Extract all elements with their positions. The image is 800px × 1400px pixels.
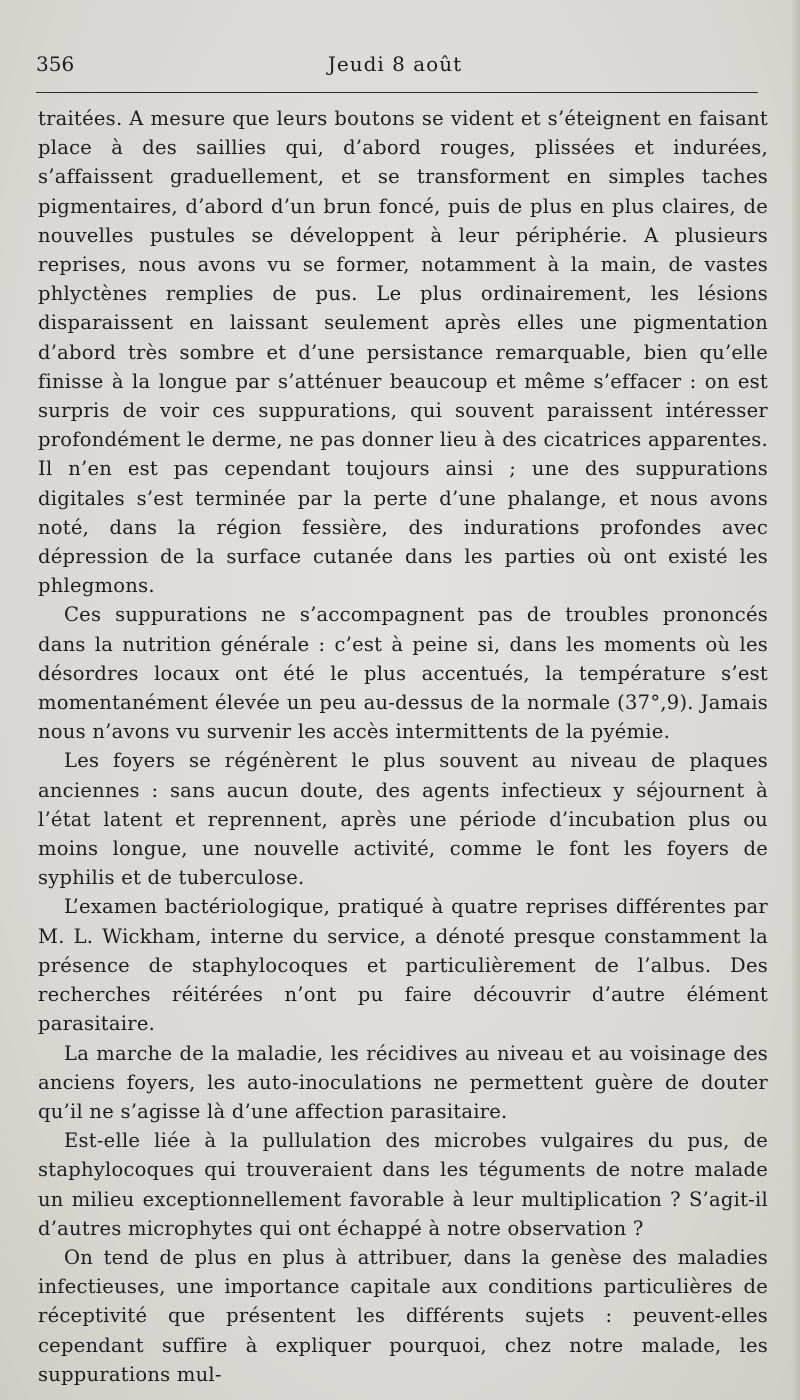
header-rule: [36, 92, 758, 93]
page-edge-shadow: [792, 0, 800, 1400]
paragraph-5: La marche de la maladie, les récidives au niveau et au voisinage des anciens foyers, les auto-inoculations ne permettent guère de douter qu’il ne s’agisse là d’une affection parasitaire.: [38, 1041, 768, 1123]
paragraph-7: On tend de plus en plus à attribuer, dans la genèse des maladies infectieuses, une importance capitale aux conditions particulières de réceptivité que présentent les différents sujets : peuvent-elles cependant suffire à expliquer pourquoi, chez notre malade, les suppurations mul-: [38, 1245, 768, 1386]
running-head: Jeudi 8 août: [327, 52, 463, 76]
page-header: [36, 52, 754, 78]
paragraph-2: Ces suppurations ne s’accompagnent pas de troubles prononcés dans la nutrition générale : c’est à peine si, dans les moments où les désordres locaux ont été le plus accentués, la température s’est momentanément élevée un peu au-dessus de la normale (37°,9). Jamais nous n’avons vu survenir les accès intermittents de la pyémie.: [38, 603, 768, 744]
paragraph-1: traitées. A mesure que leurs boutons se vident et s’éteignent en faisant place à des saillies qui, d’abord rouges, plissées et indurées, s’affaissent graduellement, et se transforment en simples taches pigmentaires, d’abord d’un brun foncé, puis de plus en plus claires, de nouvelles pustules se développent à leur périphérie. A plusieurs reprises, nous avons vu se former, notamment à la main, de vastes phlyctènes remplies de pus. Le plus ordinairement, les lésions disparaissent en laissant seulement après elles une pigmentation d’abord très sombre et d’une persistance remarquable, bien qu’elle finisse à la longue par s’atténuer beaucoup et même s’effacer : on est surpris de voir ces suppurations, qui souvent paraissent intéresser profondément le derme, ne pas donner lieu à des cicatrices apparentes. Il n’en est pas cependant toujours ainsi ; une des suppurations digitales s’est terminée par la perte d’une phalange, et nous avons noté, dans la région fessière, des indurations profondes avec dépression de la surface cutanée dans les parties où ont existé les phlegmons.: [38, 107, 768, 598]
paragraph-3: Les foyers se régénèrent le plus souvent au niveau de plaques anciennes : sans aucun doute, des agents infectieux y séjournent à l’état latent et reprennent, après une période d’incubation plus ou moins longue, une nouvelle activité, comme le font les foyers de syphilis et de tuberculose.: [38, 749, 768, 890]
paragraph-4: L’examen bactériologique, pratiqué à quatre reprises différentes par M. L. Wickham, interne du service, a dénoté presque constamment la présence de staphylocoques et particulièrement de l’albus. Des recherches réitérées n’ont pu faire découvrir d’autre élément parasitaire.: [38, 895, 768, 1036]
page-number: 356: [36, 52, 75, 76]
body-text: [38, 104, 768, 1389]
paragraph-6: Est-elle liée à la pullulation des microbes vulgaires du pus, de staphylocoques qui trouveraient dans les téguments de notre malade un milieu exceptionnellement favorable à leur multiplication ? S’agit-il d’autres microphytes qui ont échappé à notre observation ?: [38, 1129, 768, 1240]
